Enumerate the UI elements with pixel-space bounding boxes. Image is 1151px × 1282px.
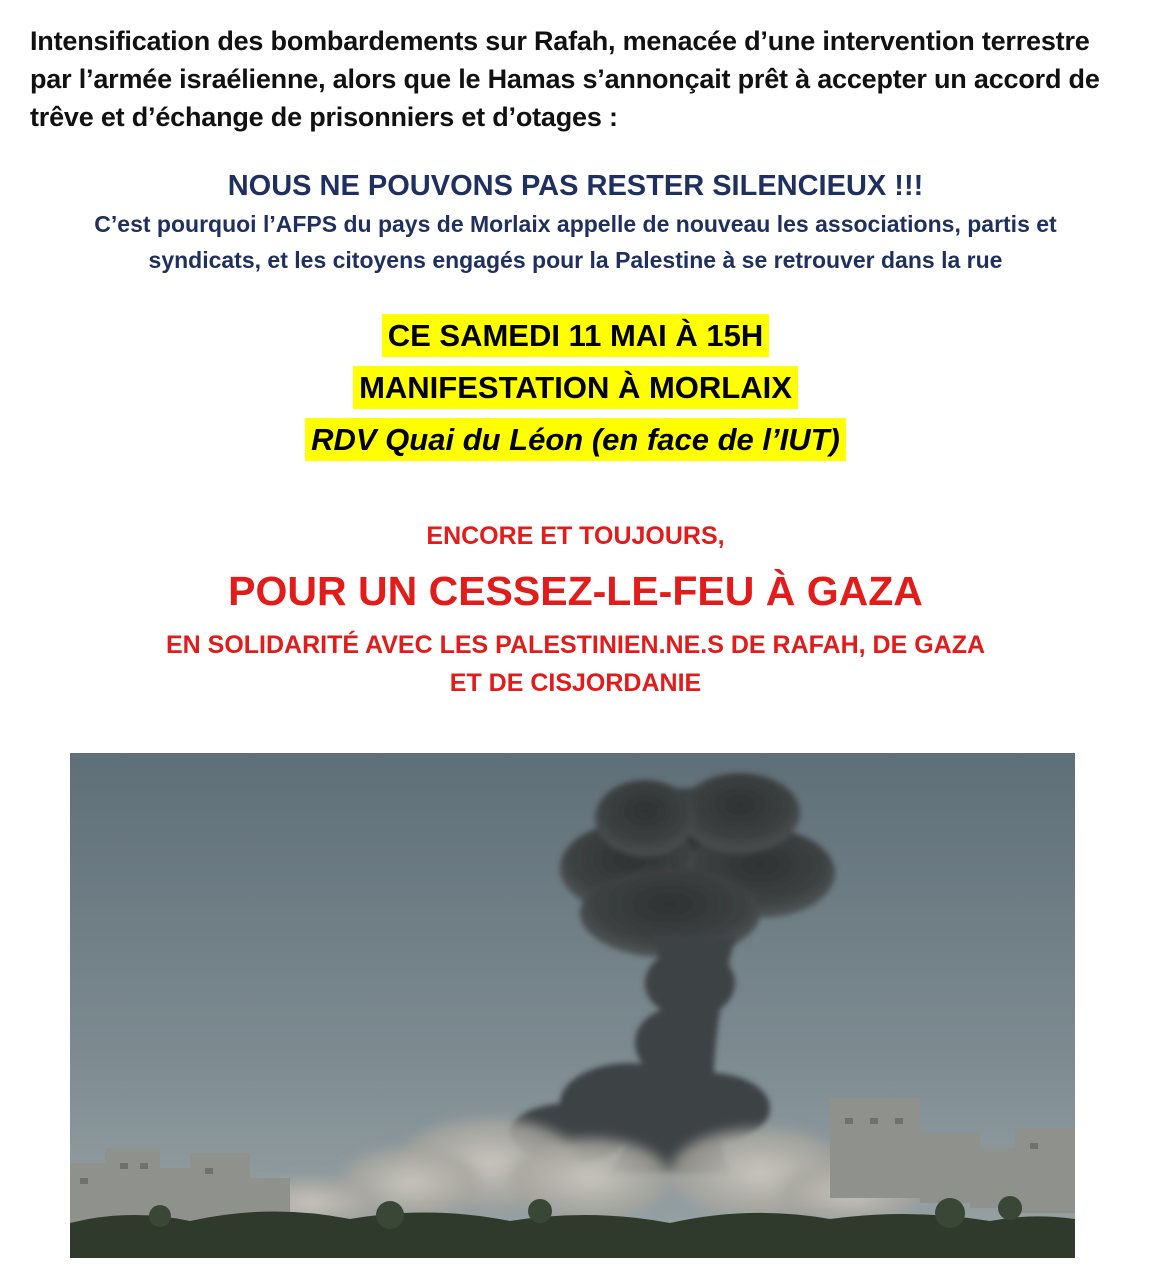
explosion-photo — [70, 753, 1075, 1258]
slogan-lead: ENCORE ET TOUJOURS, — [426, 522, 725, 550]
intro-line-1: Intensification des bombardements sur Rafah, menacée d’une intervention terrestre — [30, 26, 1090, 56]
solidarity-text — [0, 626, 1151, 702]
appeal-line-1: C’est pourquoi l’AFPS du pays de Morlaix appelle de nouveau les associations, partis et — [94, 211, 1057, 237]
event-title: MANIFESTATION À MORLAIX — [353, 366, 798, 409]
event-meeting-point: RDV Quai du Léon (en face de l’IUT) — [305, 418, 846, 461]
slogan-main: POUR UN CESSEZ-LE-FEU À GAZA — [228, 568, 923, 614]
intro-line-3: trêve et d’échange de prisonniers et d’otages : — [30, 102, 618, 132]
headline: NOUS NE POUVONS PAS RESTER SILENCIEUX !!! — [227, 170, 924, 202]
event-date: CE SAMEDI 11 MAI À 15H — [382, 314, 770, 357]
solidarity-line-2: ET DE CISJORDANIE — [449, 669, 702, 697]
intro-paragraph — [30, 22, 1130, 136]
event-block — [0, 310, 1151, 466]
appeal-line-2: syndicats, et les citoyens engagés pour la Palestine à se retrouver dans la rue — [148, 247, 1003, 273]
solidarity-line-1: EN SOLIDARITÉ AVEC LES PALESTINIEN.NE.S DE RAFAH, DE GAZA — [165, 631, 986, 659]
appeal-paragraph — [0, 206, 1151, 278]
intro-line-2: par l’armée israélienne, alors que le Hamas s’annonçait prêt à accepter un accord de — [30, 64, 1100, 94]
